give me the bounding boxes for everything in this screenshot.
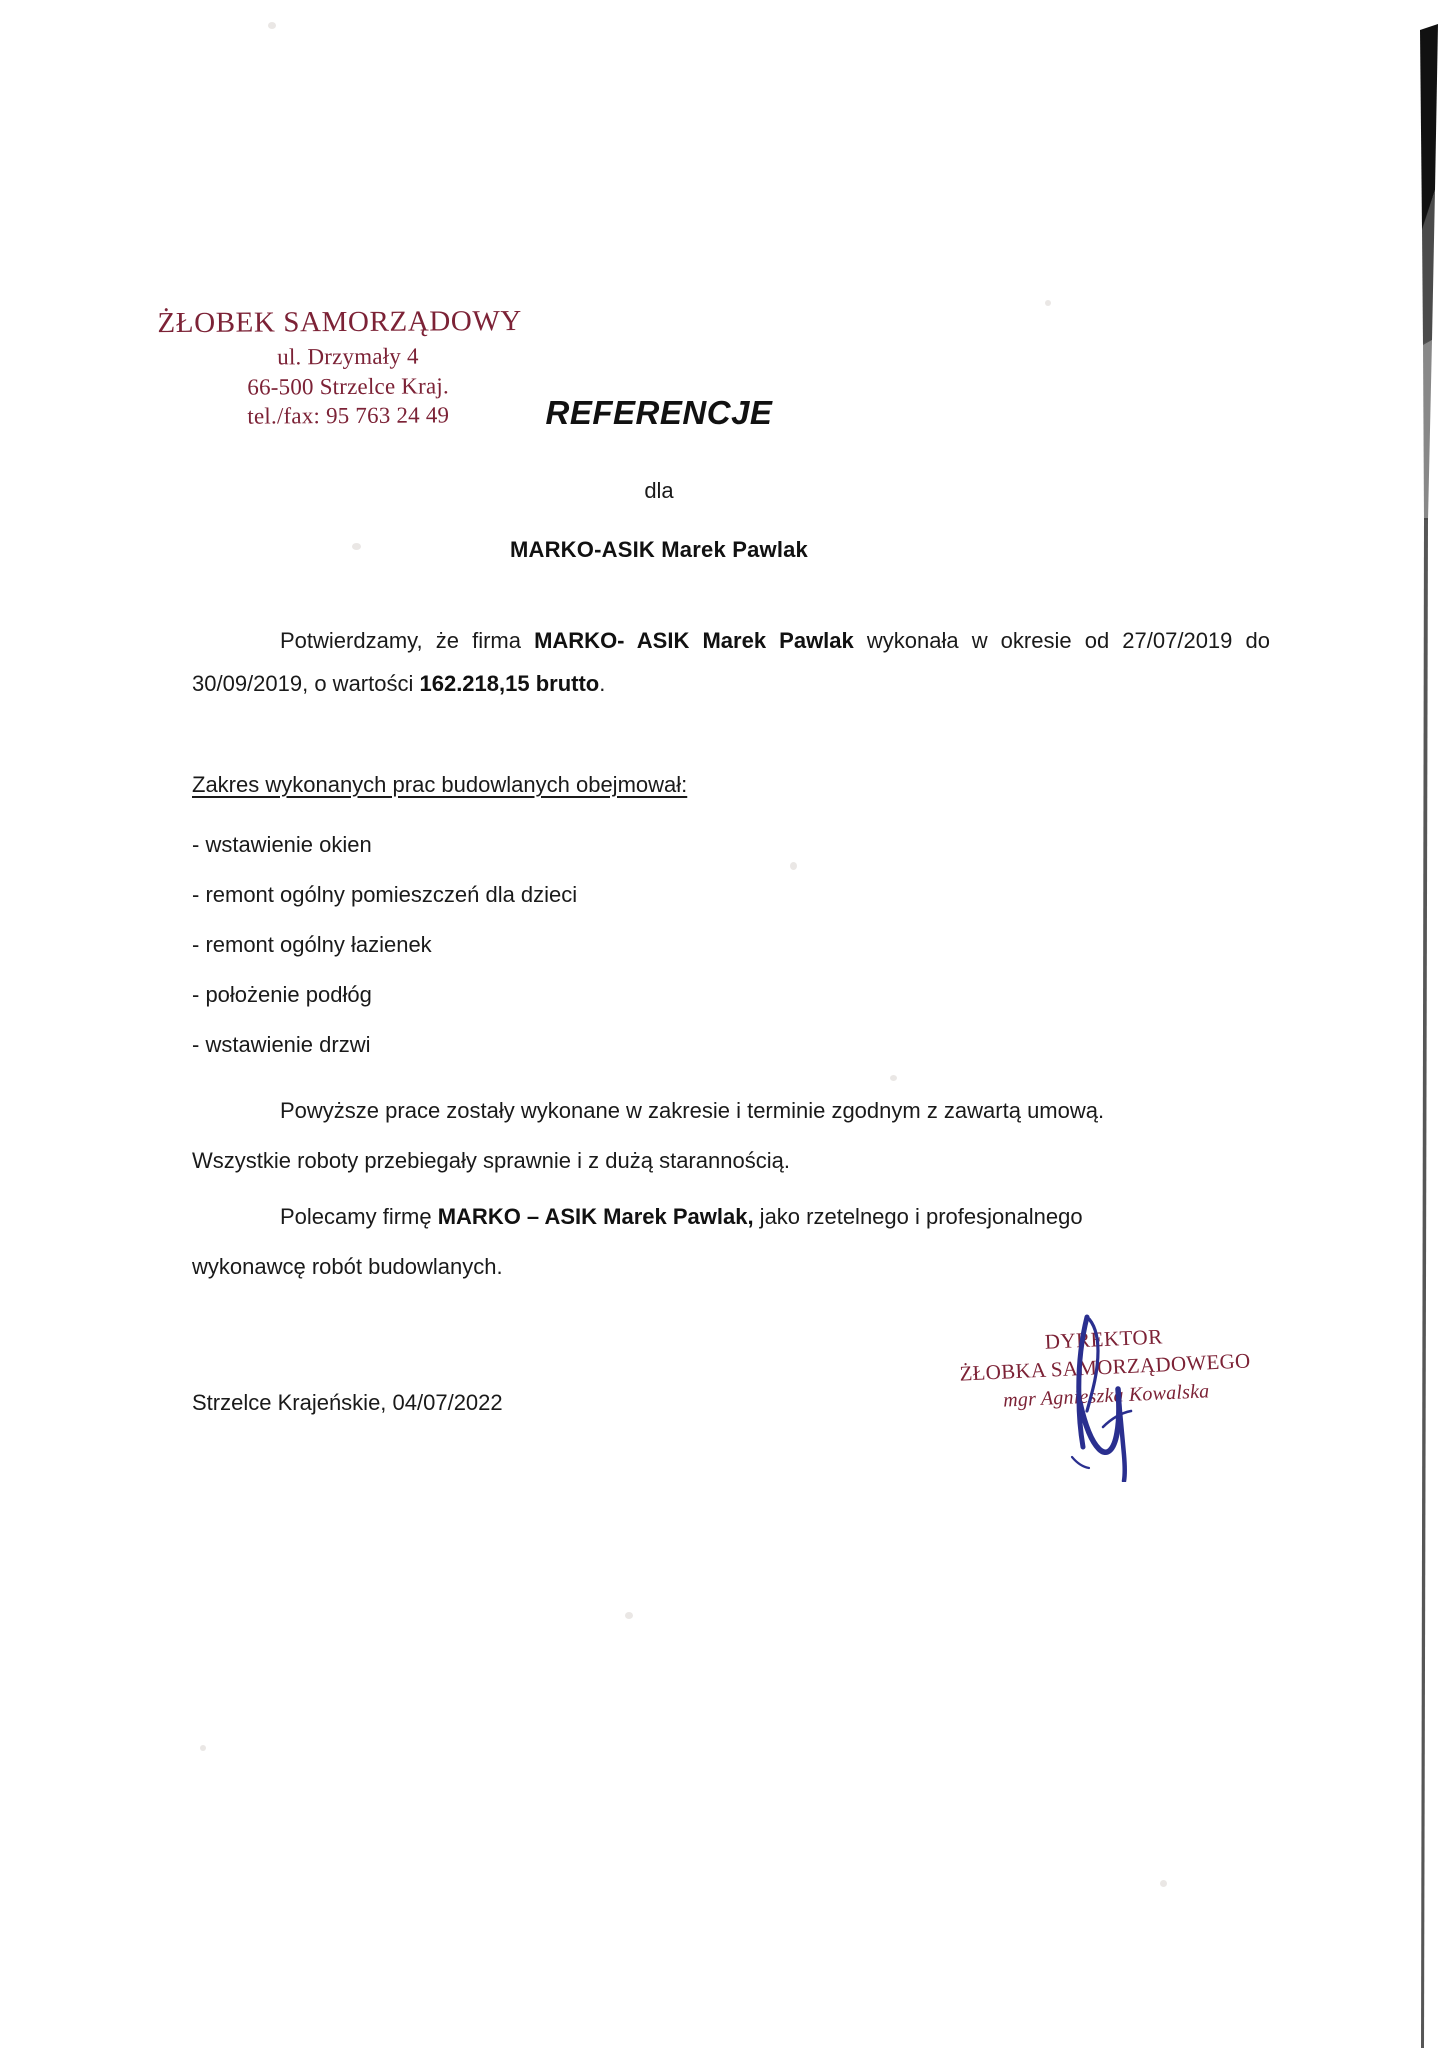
- intro-period-post: .: [599, 670, 606, 696]
- intro-amount: 162.218,15 brutto: [419, 670, 600, 696]
- stamp-organization: ŻŁOBKA SAMORZĄDOWEGO: [958, 1348, 1252, 1386]
- letterhead-organization: ŻŁOBEK SAMORZĄDOWY: [157, 304, 523, 340]
- stamp-role: DYREKTOR: [1044, 1324, 1164, 1354]
- scan-speck: [625, 1612, 633, 1619]
- place-and-date: Strzelce Krajeńskie, 04/07/2022: [192, 1390, 503, 1415]
- letterhead-street: ul. Drzymały 4: [277, 343, 419, 370]
- intro-text-post: wykonała w okresie: [853, 628, 1072, 653]
- scan-speck: [890, 1075, 897, 1081]
- recommendation-paragraph-tail: wykonawcę robót budowlanych.: [192, 1254, 503, 1279]
- scan-speck: [1160, 1880, 1167, 1887]
- director-stamp: [953, 1318, 1257, 1417]
- recommend-text-pre: Polecamy firmę: [280, 1204, 438, 1229]
- scope-list: [192, 820, 1092, 1070]
- scan-speck: [268, 22, 276, 29]
- list-item: - remont ogólny pomieszczeń dla dzieci: [192, 882, 578, 907]
- list-item: - remont ogólny łazienek: [192, 932, 432, 957]
- intro-period-pre: od 27/07/2019 do 30/09/2019, o wartości: [192, 628, 1270, 696]
- stamp-person-name: mgr Agnieszka Kowalska: [1002, 1380, 1210, 1412]
- list-item: - wstawienie drzwi: [192, 1032, 371, 1057]
- list-item: - położenie podłóg: [192, 982, 372, 1007]
- scan-speck: [1045, 300, 1051, 306]
- recommend-text-post: jako rzetelnego i profesjonalnego: [753, 1204, 1083, 1229]
- recipient-label: dla: [644, 478, 674, 503]
- recommendation-paragraph: [192, 1196, 1270, 1239]
- closing-paragraph-line1: Powyższe prace zostały wykonane w zakresie i terminie zgodnym z zawartą umową.: [280, 1098, 1105, 1123]
- letterhead-phone: tel./fax: 95 763 24 49: [247, 402, 450, 430]
- intro-text-pre: Potwierdzamy, że firma: [280, 628, 535, 653]
- scope-heading: Zakres wykonanych prac budowlanych obejmował:: [192, 772, 688, 797]
- scan-speck: [200, 1745, 206, 1751]
- list-item: - wstawienie okien: [192, 832, 372, 857]
- signature-area: [955, 1325, 1255, 1455]
- recommend-company: MARKO – ASIK Marek Pawlak,: [437, 1204, 754, 1229]
- scan-edge-artifact: [1378, 0, 1448, 2048]
- page-title: REFERENCJE: [545, 394, 773, 431]
- closing-paragraph-line2: Wszystkie roboty przebiegały sprawnie i z dużą starannością.: [192, 1148, 790, 1173]
- intro-paragraph: [192, 620, 1270, 706]
- letterhead-city: 66-500 Strzelce Kraj.: [247, 372, 449, 400]
- intro-company-name: MARKO- ASIK Marek Pawlak: [534, 628, 854, 653]
- recipient-name: MARKO-ASIK Marek Pawlak: [509, 537, 808, 562]
